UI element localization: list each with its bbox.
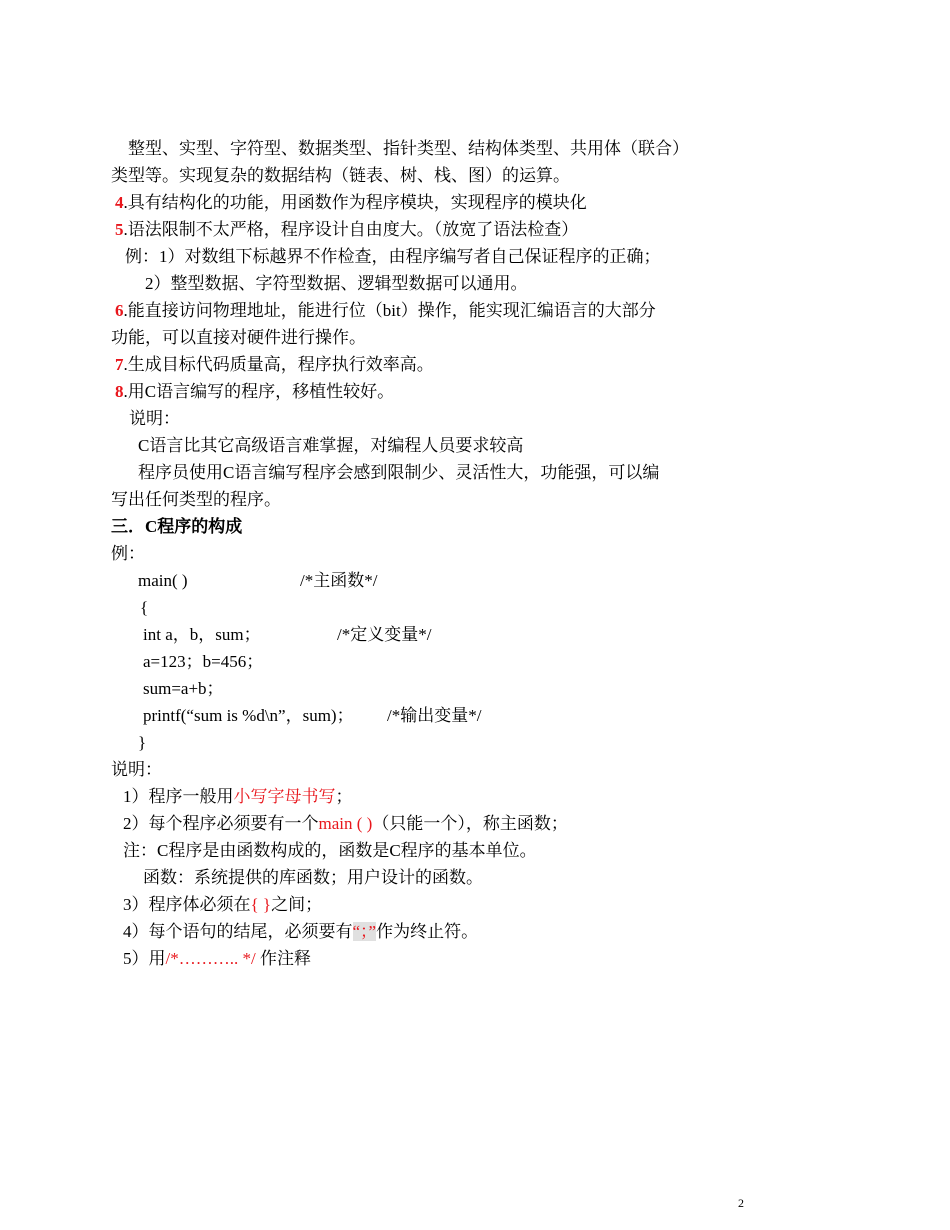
note-item-2-remark: 注：C程序是由函数构成的，函数是C程序的基本单位。 [123, 841, 537, 860]
code-comment-6: /*输出变量*/ [387, 706, 482, 725]
note-item-1 [123, 786, 353, 808]
notes-label: 说明： [111, 760, 162, 779]
section-heading: 三．C程序的构成 [111, 517, 243, 536]
note-item-3 [123, 894, 322, 916]
list-item-6 [115, 300, 656, 322]
note-item-2-remark2: 函数：系统提供的库函数；用户设计的函数。 [143, 868, 483, 887]
note-text: 之间； [271, 895, 323, 914]
para1-line2: 类型等。实现复杂的数据结构（链表、树、栈、图）的运算。 [111, 166, 570, 185]
note-text: 1）程序一般用 [123, 787, 234, 806]
para1-line1: 整型、实型、字符型、数据类型、指针类型、结构体类型、共用体（联合） [128, 139, 689, 158]
note-text: 4）每个语句的结尾，必须要有 [123, 922, 353, 941]
code-line-4: a=123；b=456； [143, 652, 264, 671]
example-label: 例： [111, 544, 145, 563]
code-line-5: sum=a+b； [143, 679, 224, 698]
note-item-4 [123, 921, 478, 943]
list-item-7 [115, 354, 434, 376]
note-emphasis: 小写字母书写 [233, 787, 336, 806]
note-item-2 [123, 813, 568, 835]
note-text: 作为终止符。 [376, 922, 479, 941]
list-item-4 [115, 192, 587, 214]
note-item-5 [123, 948, 311, 970]
list-number: 4 [115, 193, 124, 212]
note-text: 2）每个程序必须要有一个 [123, 814, 319, 833]
code-line-6: printf(“sum is %d\n”，sum)； [143, 706, 354, 725]
note-text: ； [335, 787, 353, 806]
note-text: 3）程序体必须在 [123, 895, 251, 914]
note-text: 作注释 [255, 949, 311, 968]
example-line1: 例：1）对数组下标越界不作检查，由程序编写者自己保证程序的正确； [125, 247, 661, 266]
list-number: 7 [115, 355, 124, 374]
note-emphasis: /*……….. */ [165, 949, 256, 968]
list-number: 8 [115, 382, 124, 401]
code-line-3: int a，b，sum； [143, 625, 261, 644]
list-text: .能直接访问物理地址，能进行位（bit）操作，能实现汇编语言的大部分 [123, 301, 656, 320]
note-line2: 程序员使用C语言编写程序会感到限制少、灵活性大，功能强，可以编 [138, 463, 660, 482]
note-label: 说明： [129, 409, 180, 428]
list-number: 5 [115, 220, 124, 239]
list-text: .用C语言编写的程序，移植性较好。 [123, 382, 395, 401]
page-number: 2 [738, 1196, 744, 1210]
code-line-7: } [138, 733, 147, 752]
code-comment-1: /*主函数*/ [300, 571, 378, 590]
list-item-5 [115, 219, 578, 241]
note-emphasis: main ( ) [318, 814, 373, 833]
note-text: 5）用 [123, 949, 166, 968]
list-text: .生成目标代码质量高，程序执行效率高。 [123, 355, 434, 374]
note-text: （只能一个），称主函数； [372, 814, 568, 833]
list-number: 6 [115, 301, 124, 320]
note-emphasis: { } [250, 895, 272, 914]
example-line2: 2）整型数据、字符型数据、逻辑型数据可以通用。 [145, 274, 528, 293]
list-text: .具有结构化的功能，用函数作为程序模块，实现程序的模块化 [123, 193, 587, 212]
list-item-8 [115, 381, 394, 403]
code-line-1: main( ) [138, 571, 188, 590]
note-line3: 写出任何类型的程序。 [111, 490, 281, 509]
code-comment-3: /*定义变量*/ [337, 625, 432, 644]
note-emphasis-highlight: “；” [352, 922, 377, 941]
note-line1: C语言比其它高级语言难掌握，对编程人员要求较高 [138, 436, 524, 455]
list-text: .语法限制不太严格，程序设计自由度大。（放宽了语法检查） [123, 220, 579, 239]
code-line-2: { [140, 598, 149, 617]
list-item-6-cont: 功能，可以直接对硬件进行操作。 [111, 328, 366, 347]
